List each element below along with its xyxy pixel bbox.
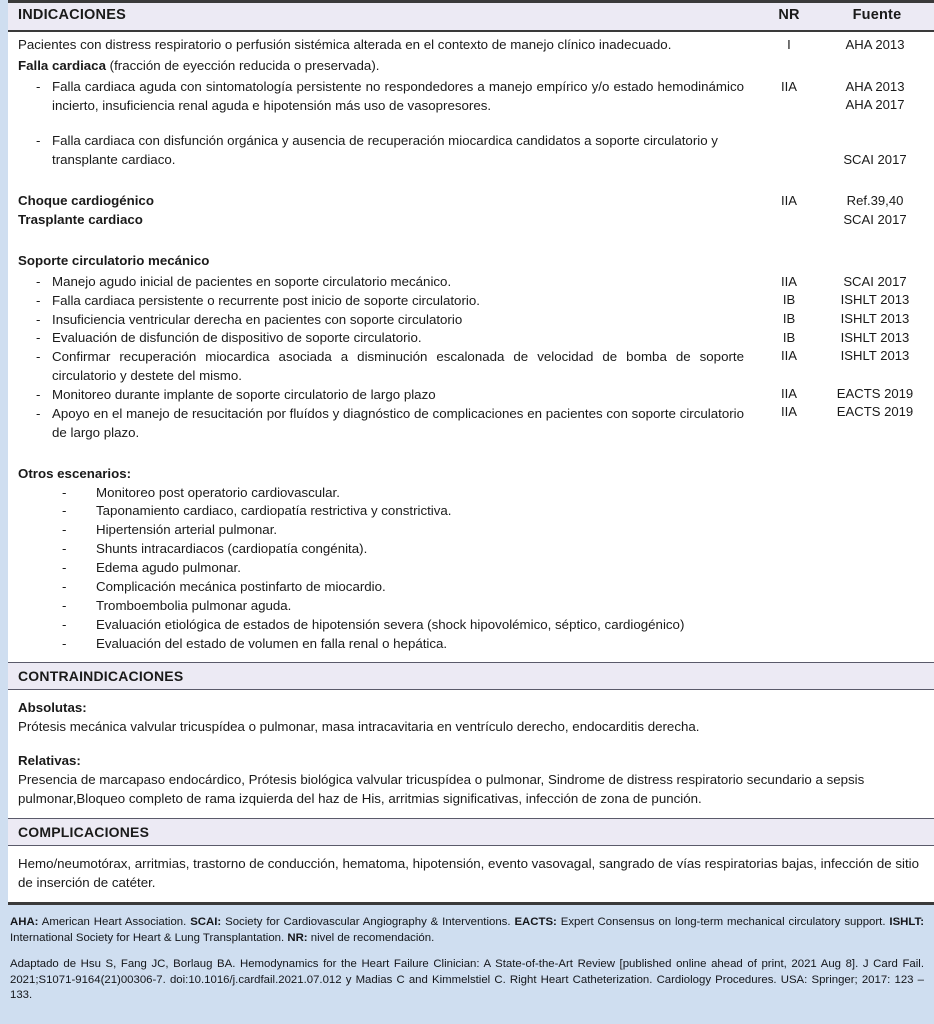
list-item-text: Complicación mecánica postinfarto de miocardio. <box>96 578 386 594</box>
list-item <box>18 616 744 635</box>
bullet-dash: - <box>62 597 67 613</box>
bullet-dash: - <box>62 560 67 576</box>
column-header-indications: INDICACIONES <box>18 7 126 23</box>
aha-abbrev-text: American Heart Association. <box>38 916 191 928</box>
list-item-nr: IB <box>782 310 796 326</box>
bullet-dash: - <box>36 78 41 94</box>
ishlt-abbrev-text: International Society for Heart & Lung Transplantation. <box>10 931 288 944</box>
complicaciones-content <box>8 846 934 902</box>
list-item-nr: IB <box>782 329 796 345</box>
list-item <box>18 521 744 540</box>
absolutas-text: Prótesis mecánica valvular tricuspídea o pulmonar, masa intracavitaria en ventrículo derecho, endocarditis derecha. <box>18 719 700 735</box>
list-item-text: Insuficiencia ventricular derecha en pacientes con soporte circulatorio <box>52 311 463 327</box>
scai-abbrev-label: SCAI: <box>190 916 222 928</box>
bullet-dash: - <box>62 616 67 632</box>
table-row <box>8 190 934 230</box>
absolutas-label: Absolutas: <box>18 700 87 716</box>
list-item-nr: IIA <box>780 348 797 364</box>
list-item-source: SCAI 2017 <box>843 273 907 289</box>
table-row <box>8 55 934 76</box>
relativas-text: Presencia de marcapaso endocárdico, Prótesis biológica valvular tricuspídea o pulmonar, Sindrome de distress respiratorio secundario a sepsis pulmonar,Bloqueo completo de rama izquierda del haz de His, arritmias significativas, infección de zona de punción. <box>18 772 865 806</box>
table-header-row <box>8 3 934 32</box>
list-item-text: Taponamiento cardiaco, cardiopatía restrictiva y constrictiva. <box>96 503 452 519</box>
list-item <box>18 635 744 654</box>
list-item-source: EACTS 2019 <box>836 404 914 420</box>
abbreviations-footnote <box>10 915 924 946</box>
list-item-source-secondary: SCAI 2017 <box>843 152 907 168</box>
list-item <box>18 132 744 170</box>
list-item-text: Shunts intracardiacos (cardiopatía congénita). <box>96 541 368 557</box>
aha-abbrev-label: AHA: <box>10 916 39 928</box>
list-item-text: Monitoreo post operatorio cardiovascular. <box>96 484 340 500</box>
list-item-source: ISHLT 2013 <box>840 348 910 364</box>
falla-cardiaca-heading <box>18 57 744 76</box>
nr-abbrev-label: NR: <box>287 931 308 944</box>
row-spacer <box>8 230 934 250</box>
clinical-indications-table <box>8 0 934 905</box>
eacts-abbrev-text: Expert Consensus on long-term mechanical circulatory support. <box>556 916 890 928</box>
bullet-dash: - <box>36 387 41 403</box>
list-item <box>18 405 744 443</box>
list-item-text: Confirmar recuperación miocardica asociada a disminución escalonada de velocidad de bomba de soporte circulatorio y destete del mismo. <box>52 349 744 384</box>
list-item <box>18 386 744 405</box>
indication-intro-nr: I <box>787 36 791 52</box>
list-item <box>18 311 744 330</box>
list-item-source: ISHLT 2013 <box>840 292 910 308</box>
bullet-dash: - <box>36 133 41 149</box>
list-item <box>18 484 744 503</box>
list-item-text: Falla cardiaca aguda con sintomatología persistente no respondedores a manejo empírico y/o estado hemodinámico incierto, insuficiencia renal aguda e hipotensión más uso de vasopresores. <box>52 78 744 113</box>
list-item <box>18 348 744 386</box>
list-item-text: Hipertensión arterial pulmonar. <box>96 522 278 538</box>
complicaciones-text: Hemo/neumotórax, arritmias, trastorno de conducción, hematoma, hipotensión, evento vasovagal, sangrado de vías respiratorias bajas, infección de sitio de inserción de catéter. <box>18 855 919 890</box>
soporte-circulatorio-heading: Soporte circulatorio mecánico <box>18 252 210 268</box>
row-spacer <box>8 115 934 130</box>
list-item-nr: IIA <box>780 273 797 289</box>
bullet-dash: - <box>62 541 67 557</box>
indication-intro-text: Pacientes con distress respiratorio o perfusión sistémica alterada en el contexto de manejo clínico inadecuado. <box>18 36 672 52</box>
choque-source: Ref.39,40 <box>846 193 904 209</box>
row-spacer <box>18 737 924 752</box>
list-item <box>18 329 744 348</box>
trasplante-source: SCAI 2017 <box>843 211 907 227</box>
trasplante-cardiaco-heading: Trasplante cardiaco <box>18 212 143 228</box>
list-item <box>18 273 744 292</box>
bullet-dash: - <box>36 405 41 421</box>
list-item-text: Evaluación etiológica de estados de hipotensión severa (shock hipovolémico, séptico, cardiogénico) <box>96 616 685 632</box>
list-item <box>18 597 744 616</box>
list-item-nr: IIA <box>780 78 797 94</box>
nr-abbrev-text: nivel de recomendación. <box>307 931 435 944</box>
ishlt-abbrev-label: ISHLT: <box>889 916 924 928</box>
falla-cardiaca-heading-rest: (fracción de eyección reducida o preservada). <box>105 57 380 73</box>
choque-cardiogenico-heading: Choque cardiogénico <box>18 193 154 209</box>
list-item <box>18 578 744 597</box>
indication-intro-source: AHA 2013 <box>845 36 905 52</box>
list-item-text: Manejo agudo inicial de pacientes en soporte circulatorio mecánico. <box>52 273 452 289</box>
relativas-label: Relativas: <box>18 753 81 769</box>
list-item-text: Tromboembolia pulmonar aguda. <box>96 597 292 613</box>
table-row <box>8 271 934 443</box>
list-item-source: ISHLT 2013 <box>840 329 910 345</box>
bullet-dash: - <box>36 349 41 365</box>
list-item-source: ISHLT 2013 <box>840 310 910 326</box>
list-item-source-secondary: AHA 2017 <box>845 97 905 113</box>
list-item <box>18 502 744 521</box>
list-item-nr: IB <box>782 292 796 308</box>
bullet-dash: - <box>62 635 67 651</box>
list-item-text: Evaluación de disfunción de dispositivo de soporte circulatorio. <box>52 330 422 346</box>
list-item-nr: IIA <box>780 404 797 420</box>
column-header-nr: NR <box>778 7 800 23</box>
list-item <box>18 559 744 578</box>
table-row <box>8 32 934 55</box>
choque-nr: IIA <box>780 193 797 209</box>
table-row <box>8 463 934 654</box>
bullet-dash: - <box>36 273 41 289</box>
list-item-nr: IIA <box>780 385 797 401</box>
bullet-dash: - <box>62 522 67 538</box>
row-spacer <box>8 443 934 463</box>
column-header-source: Fuente <box>852 7 902 23</box>
bullet-dash: - <box>36 292 41 308</box>
table-row <box>8 130 934 170</box>
list-item <box>18 78 744 116</box>
list-item-source: EACTS 2019 <box>836 385 914 401</box>
table-row <box>8 76 934 116</box>
list-item-source: AHA 2013 <box>845 78 905 94</box>
bullet-dash: - <box>62 578 67 594</box>
section-header-contraindicaciones: CONTRAINDICACIONES <box>8 662 934 690</box>
eacts-abbrev-label: EACTS: <box>514 916 557 928</box>
list-item-text: Evaluación del estado de volumen en falla renal o hepática. <box>96 635 448 651</box>
footnotes-area <box>0 905 934 1004</box>
source-citation-footnote: Adaptado de Hsu S, Fang JC, Borlaug BA. Hemodynamics for the Heart Failure Clinician: A State-of-the-Art Review [published online ahead of print, 2021 Aug 8]. J Card Fail. 2021;S1071-9164(21)00306-7. doi:10.1016/j.cardfail.2021.07.012 y Madias C and Kimmelstiel C. Right Heart Catheterization. Cardiology Procedures. USA: Springer; 2017: 123 – 133. <box>10 958 924 1001</box>
bullet-dash: - <box>62 503 67 519</box>
list-item-text: Falla cardiaca persistente o recurrente post inicio de soporte circulatorio. <box>52 292 480 308</box>
bullet-dash: - <box>36 311 41 327</box>
falla-cardiaca-heading-bold: Falla cardiaca <box>18 57 106 73</box>
row-spacer <box>8 170 934 190</box>
list-item <box>18 292 744 311</box>
table-body <box>8 32 934 902</box>
otros-escenarios-heading: Otros escenarios: <box>18 465 132 481</box>
list-item-text: Edema agudo pulmonar. <box>96 560 241 576</box>
row-spacer <box>8 653 934 662</box>
list-item-text: Apoyo en el manejo de resucitación por fluídos y diagnóstico de complicaciones en pacientes con soporte circulatorio de largo plazo. <box>52 405 744 440</box>
list-item-text: Monitoreo durante implante de soporte circulatorio de largo plazo <box>52 387 436 403</box>
bullet-dash: - <box>36 330 41 346</box>
scai-abbrev-text: Society for Cardiovascular Angiography & Interventions. <box>221 916 515 928</box>
list-item <box>18 540 744 559</box>
table-row <box>8 250 934 271</box>
section-header-complicaciones: COMPLICACIONES <box>8 818 934 846</box>
list-item-text: Falla cardiaca con disfunción orgánica y ausencia de recuperación miocardica candidatos a soporte circulatorio y transplante cardiaco. <box>52 133 718 168</box>
bullet-dash: - <box>62 484 67 500</box>
contraindicaciones-content <box>8 690 934 817</box>
